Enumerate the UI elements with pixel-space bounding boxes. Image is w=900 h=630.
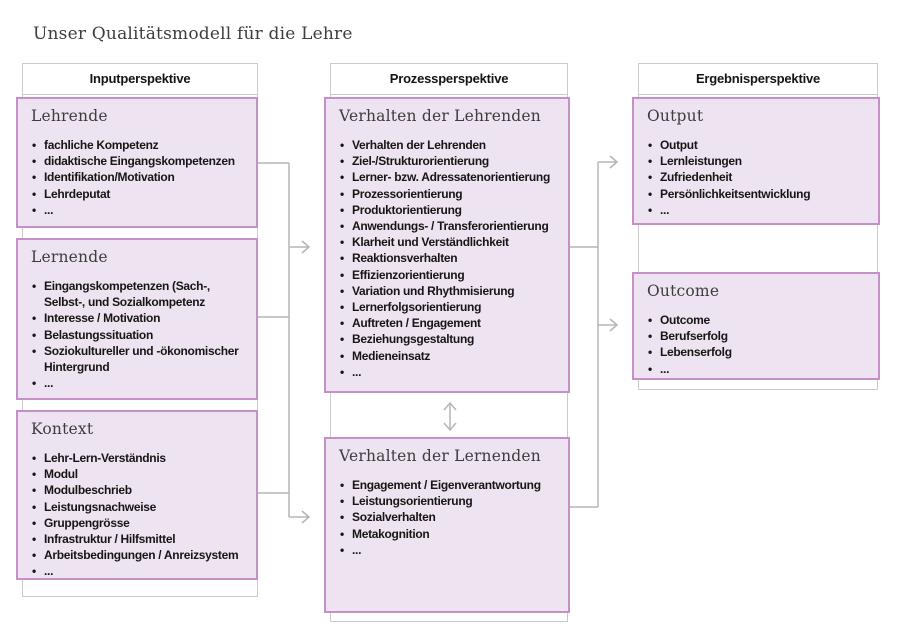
- arrow-process-to-results: [570, 156, 617, 507]
- list-item: • ...: [31, 202, 248, 218]
- list-item: • didaktische Eingangskompetenzen: [31, 153, 248, 169]
- box-heading: Verhalten der Lernenden: [339, 447, 541, 465]
- column-header-process: Prozessperspektive: [331, 64, 567, 95]
- list-item: • ...: [339, 542, 560, 558]
- box-heading: Lernende: [31, 248, 108, 266]
- list-item: • Berufserfolg: [647, 328, 870, 344]
- box-heading: Verhalten der Lehrenden: [339, 107, 541, 125]
- list-item: • Soziokultureller und -ökonomischer Hintergrund: [31, 343, 248, 375]
- list-item: • Metakognition: [339, 526, 560, 542]
- box-verhalten-der-lernenden: [324, 437, 570, 613]
- list-item: • Lehr-Lern-Verständnis: [31, 450, 248, 466]
- list-item: • Auftreten / Engagement: [339, 315, 560, 331]
- list-item: • Identifikation/Motivation: [31, 169, 248, 185]
- list-item: • Zufriedenheit: [647, 169, 870, 185]
- box-verhalten-der-lehrenden: [324, 97, 570, 393]
- box-item-list: [31, 450, 248, 580]
- box-item-list: [647, 137, 870, 218]
- list-item: • Sozialverhalten: [339, 509, 560, 525]
- list-item: • Klarheit und Verständlichkeit: [339, 234, 560, 250]
- list-item: • Engagement / Eigenverantwortung: [339, 477, 560, 493]
- page-title: Unser Qualitätsmodell für die Lehre: [33, 24, 353, 44]
- arrow-input-to-process: [258, 163, 309, 523]
- list-item: • Reaktionsverhalten: [339, 250, 560, 266]
- list-item: • Leistungsnachweise: [31, 499, 248, 515]
- box-lehrende: [16, 97, 258, 228]
- list-item: • Variation und Rhythmisierung: [339, 283, 560, 299]
- box-heading: Kontext: [31, 420, 94, 438]
- list-item: • Anwendungs- / Transferorientierung: [339, 218, 560, 234]
- list-item: • Lehrdeputat: [31, 186, 248, 202]
- box-heading: Outcome: [647, 282, 720, 300]
- column-header-input: Inputperspektive: [23, 64, 257, 95]
- box-heading: Lehrende: [31, 107, 108, 125]
- column-header-results: Ergebnisperspektive: [639, 64, 877, 95]
- box-item-list: [31, 137, 248, 218]
- list-item: • Arbeitsbedingungen / Anreizsystem: [31, 547, 248, 563]
- list-item: • Interesse / Motivation: [31, 310, 248, 326]
- list-item: • Eingangskompetenzen (Sach-, Selbst-, und Sozialkompetenz: [31, 278, 248, 310]
- list-item: • Lernerfolgsorientierung: [339, 299, 560, 315]
- list-item: • Lebenserfolg: [647, 344, 870, 360]
- list-item: • ...: [647, 361, 870, 377]
- list-item: • Outcome: [647, 312, 870, 328]
- list-item: • Produktorientierung: [339, 202, 560, 218]
- list-item: • Medieneinsatz: [339, 348, 560, 364]
- list-item: • Prozessorientierung: [339, 186, 560, 202]
- list-item: • ...: [31, 563, 248, 579]
- list-item: • Beziehungsgestaltung: [339, 331, 560, 347]
- box-outcome: [632, 272, 880, 380]
- list-item: • Modulbeschrieb: [31, 482, 248, 498]
- list-item: • Verhalten der Lehrenden: [339, 137, 560, 153]
- box-heading: Output: [647, 107, 704, 125]
- box-item-list: [31, 278, 248, 391]
- box-item-list: [339, 137, 560, 380]
- list-item: • Modul: [31, 466, 248, 482]
- list-item: • Ziel-/Strukturorientierung: [339, 153, 560, 169]
- box-item-list: [339, 477, 560, 558]
- list-item: • Output: [647, 137, 870, 153]
- list-item: • Belastungssituation: [31, 327, 248, 343]
- list-item: • fachliche Kompetenz: [31, 137, 248, 153]
- list-item: • Effizienzorientierung: [339, 267, 560, 283]
- list-item: • Gruppengrösse: [31, 515, 248, 531]
- list-item: • Persönlichkeitsentwicklung: [647, 186, 870, 202]
- box-kontext: [16, 410, 258, 580]
- list-item: • Leistungsorientierung: [339, 493, 560, 509]
- list-item: • ...: [31, 375, 248, 391]
- list-item: • ...: [647, 202, 870, 218]
- list-item: • Infrastruktur / Hilfsmittel: [31, 531, 248, 547]
- box-lernende: [16, 238, 258, 400]
- list-item: • ...: [339, 364, 560, 380]
- box-output: [632, 97, 880, 225]
- list-item: • Lernleistungen: [647, 153, 870, 169]
- list-item: • Lerner- bzw. Adressatenorientierung: [339, 169, 560, 185]
- box-item-list: [647, 312, 870, 377]
